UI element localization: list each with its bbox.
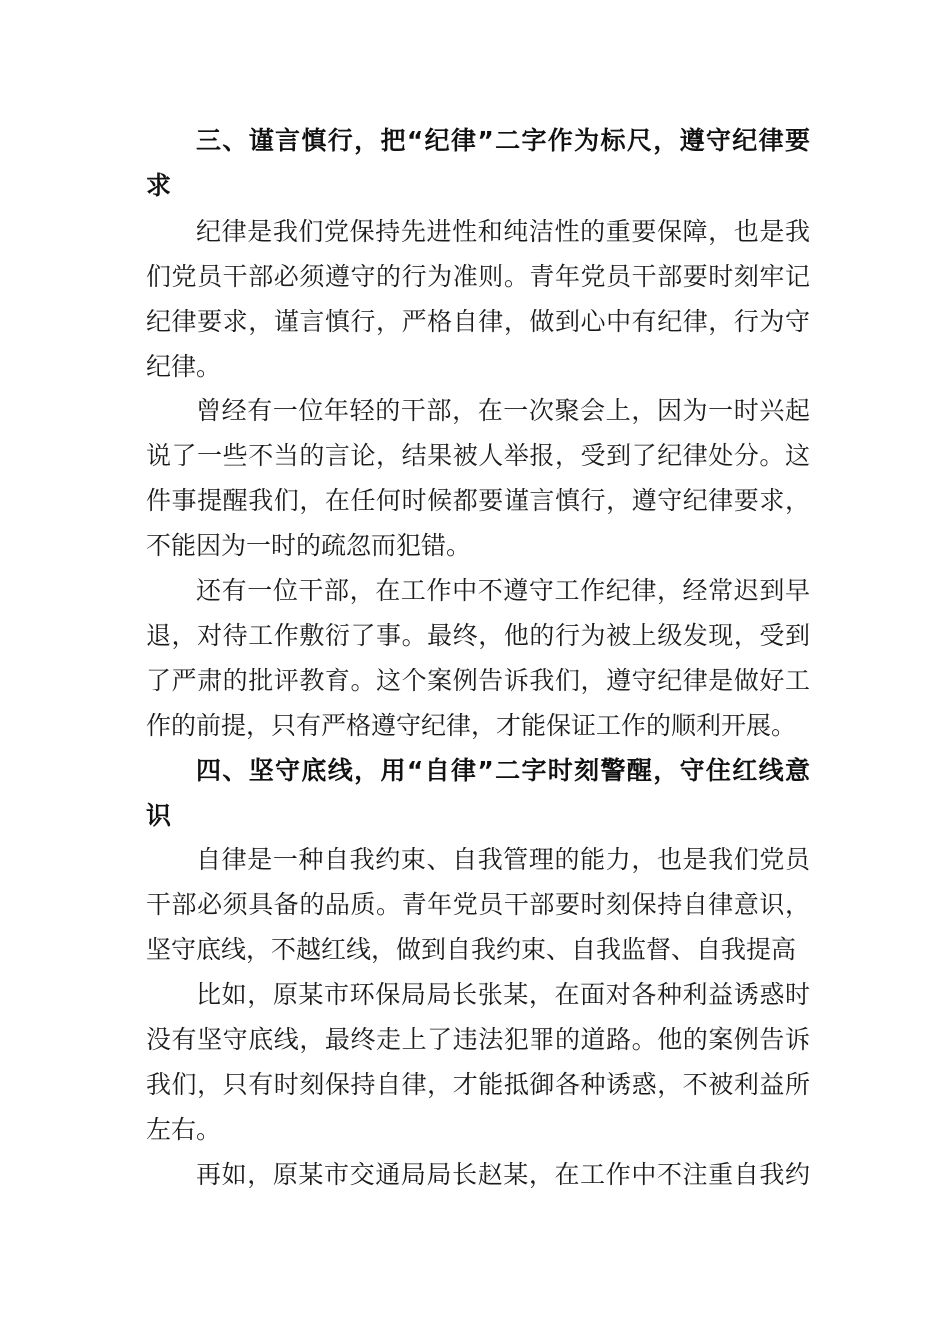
section-heading-4: 四、坚守底线，用“自律”二字时刻警醒，守住红线意	[196, 756, 810, 785]
section-heading-4-cont: 识	[146, 801, 172, 830]
paragraph-line: 曾经有一位年轻的干部，在一次聚会上，因为一时兴起	[196, 396, 810, 425]
paragraph-line: 退，对待工作敷衍了事。最终，他的行为被上级发现，受到	[146, 621, 810, 650]
paragraph-line: 作的前提，只有严格遵守纪律，才能保证工作的顺利开展。	[146, 711, 797, 740]
paragraph-line: 再如，原某市交通局局长赵某，在工作中不注重自我约	[196, 1160, 810, 1189]
paragraph-line: 件事提醒我们，在任何时候都要谨言慎行，遵守纪律要求，	[146, 486, 810, 515]
paragraph-line: 说了一些不当的言论，结果被人举报，受到了纪律处分。这	[146, 441, 810, 470]
paragraph-line: 比如，原某市环保局局长张某，在面对各种利益诱惑时	[196, 980, 810, 1009]
paragraph-line: 不能因为一时的疏忽而犯错。	[146, 531, 472, 560]
paragraph-line: 纪律要求，谨言慎行，严格自律，做到心中有纪律，行为守	[146, 307, 810, 336]
paragraph-line: 左右。	[146, 1115, 222, 1144]
section-heading-3-cont: 求	[146, 171, 172, 200]
section-heading-3: 三、谨言慎行，把“纪律”二字作为标尺，遵守纪律要	[196, 126, 810, 155]
paragraph-line: 我们，只有时刻保持自律，才能抵御各种诱惑，不被利益所	[146, 1070, 810, 1099]
paragraph-line: 干部必须具备的品质。青年党员干部要时刻保持自律意识，	[146, 890, 810, 919]
paragraph-line: 们党员干部必须遵守的行为准则。青年党员干部要时刻牢记	[146, 262, 810, 291]
paragraph-line: 纪律是我们党保持先进性和纯洁性的重要保障，也是我	[196, 217, 810, 246]
paragraph-line: 没有坚守底线，最终走上了违法犯罪的道路。他的案例告诉	[146, 1025, 810, 1054]
paragraph-line: 自律是一种自我约束、自我管理的能力，也是我们党员	[196, 845, 810, 874]
paragraph-line: 还有一位干部，在工作中不遵守工作纪律，经常迟到早	[196, 576, 810, 605]
paragraph-line: 了严肃的批评教育。这个案例告诉我们，遵守纪律是做好工	[146, 666, 810, 695]
paragraph-line: 纪律。	[146, 352, 222, 381]
paragraph-line: 坚守底线，不越红线，做到自我约束、自我监督、自我提高	[146, 935, 797, 964]
